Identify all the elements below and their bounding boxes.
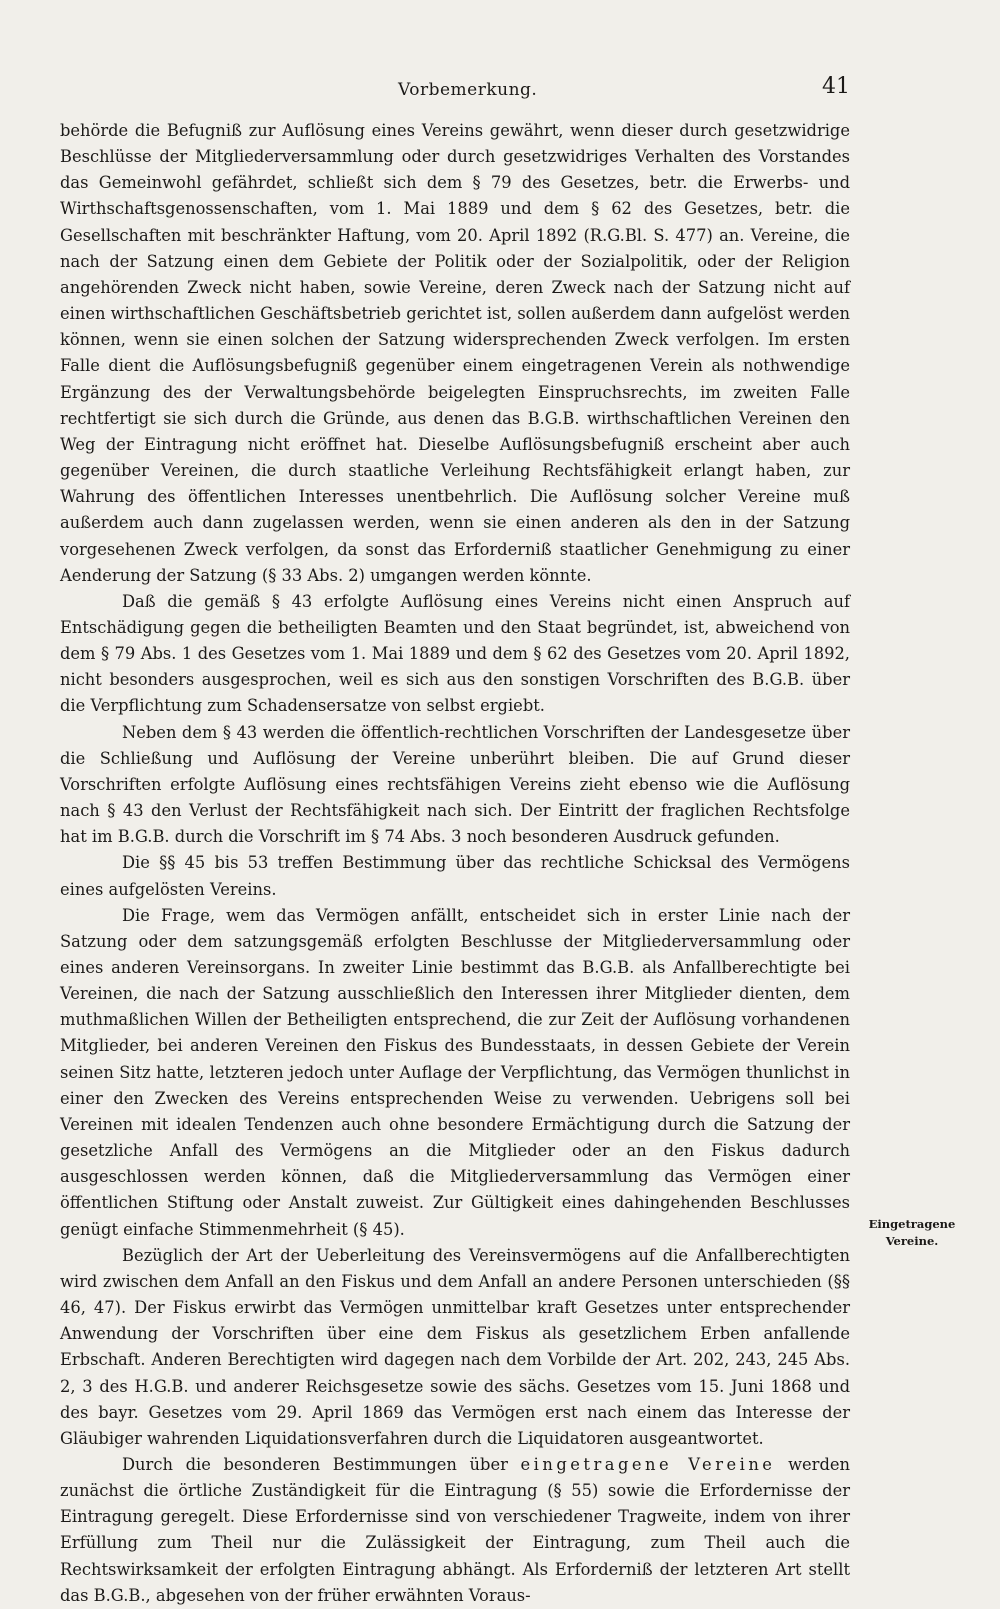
page-number: 41 <box>822 74 850 99</box>
body-text <box>60 118 850 1609</box>
paragraph: Daß die gemäß § 43 erfolgte Auflösung eines Vereins nicht einen Anspruch auf Entschädigung gegen die betheiligten Beamten und den Staat begründet, ist, abweichend von dem § 79 Abs. 1 des Gesetzes vom 1. Mai 1889 und dem § 62 des Gesetzes vom 20. April 1892, nicht besonders ausgesprochen, weil es sich aus den sonstigen Vorschriften des B.G.B. über die Verpflichtung zum Schadensersatze von selbst ergiebt. <box>60 591 850 716</box>
paragraph: Die Frage, wem das Vermögen anfällt, entscheidet sich in erster Linie nach der Satzung oder dem satzungsgemäß erfolgten Beschlusse der Mitgliederversammlung oder eines anderen Vereinsorgans. In zweiter Linie bestimmt das B.G.B. als Anfallberechtigte bei Vereinen, die nach der Satzung ausschließlich den Interessen ihrer Mitglieder dienten, dem muthmaßlichen Willen der Betheiligten entsprechend, die zur Zeit der Auflösung vorhandenen Mitglieder, bei anderen Vereinen den Fiskus des Bundesstaats, in dessen Gebiete der Verein seinen Sitz hatte, letzteren jedoch unter Auflage der Verpflichtung, das Vermögen thunlichst in einer den Zwecken des Vereins entsprechenden Weise zu verwenden. Uebrigens soll bei Vereinen mit idealen Tendenzen auch ohne besondere Ermächtigung durch die Satzung der gesetzliche Anfall des Vermögens an die Mitglieder oder an den Fiskus dadurch ausgeschlossen werden können, daß die Mitgliederversammlung das Vermögen einer öffentlichen Stiftung oder Anstalt zuweist. Zur Gültigkeit eines dahingehenden Beschlusses genügt einfache Stimmenmehrheit (§ 45). <box>60 905 850 1239</box>
margin-note: Eingetragene Vereine. <box>868 1217 956 1248</box>
paragraph-text: Durch die besonderen Bestimmungen über <box>122 1454 521 1474</box>
spaced-emphasis: eingetragene Vereine <box>520 1454 776 1474</box>
paragraph: Die §§ 45 bis 53 treffen Bestimmung über das rechtliche Schicksal des Vermögens eines aufgelösten Vereins. <box>60 853 850 899</box>
paragraph: Bezüglich der Art der Ueberleitung des Vereinsvermögens auf die Anfallberechtigten wird zwischen dem Anfall an den Fiskus und dem Anfall an andere Personen unterschieden (§§ 46, 47). Der Fiskus erwirbt das Vermögen unmittelbar kraft Gesetzes unter entsprechender Anwendung der Vorschriften über eine dem Fiskus als gesetzlichem Erben anfallende Erbschaft. Anderen Berechtigten wird dagegen nach dem Vorbilde der Art. 202, 243, 245 Abs. 2, 3 des H.G.B. und anderer Reichsgesetze sowie des sächs. Gesetzes vom 15. Juni 1868 und des bayr. Gesetzes vom 29. April 1869 das Vermögen erst nach einem das Interesse der Gläubiger wahrenden Liquidationsverfahren durch die Liquidatoren ausgeantwortet. <box>60 1245 850 1448</box>
running-head: Vorbemerkung. <box>398 80 538 100</box>
paragraph: Neben dem § 43 werden die öffentlich-rechtlichen Vorschriften der Landesgesetze über die Schließung und Auflösung der Vereine unberührt bleiben. Die auf Grund dieser Vorschriften erfolgte Auflösung eines rechtsfähigen Vereins zieht ebenso wie die Auflösung nach § 43 den Verlust der Rechtsfähigkeit nach sich. Der Eintritt der fraglichen Rechtsfolge hat im B.G.B. durch die Vorschrift im § 74 Abs. 3 noch besonderen Ausdruck gefunden. <box>60 722 850 847</box>
paragraph-eingetragene-vereine <box>60 1452 850 1609</box>
paragraph-text: werden zunächst die örtliche Zuständigkeit für die Eintragung (§ 55) sowie die Erfordernisse der Eintragung geregelt. Diese Erfordernisse sind von verschiedener Tragweite, indem von ihrer Erfüllung zum Theil nur die Zulässigkeit der Eintragung, zum Theil auch die Rechtswirksamkeit der erfolgten Eintragung abhängt. Als Erforderniß der letzteren Art stellt das B.G.B., abgesehen von der früher erwähnten Voraus- <box>60 1454 851 1605</box>
paragraph-continued: behörde die Befugniß zur Auflösung eines Vereins gewährt, wenn dieser durch gesetzwidrige Beschlüsse der Mitgliederversammlung oder durch gesetzwidriges Verhalten des Vorstandes das Gemeinwohl gefährdet, schließt sich dem § 79 des Gesetzes, betr. die Erwerbs- und Wirthschaftsgenossenschaften, vom 1. Mai 1889 und dem § 62 des Gesetzes, betr. die Gesellschaften mit beschränkter Haftung, vom 20. April 1892 (R.G.Bl. S. 477) an. Vereine, die nach der Satzung einen dem Gebiete der Politik oder der Sozialpolitik, oder der Religion angehörenden Zweck nicht haben, sowie Vereine, deren Zweck nach der Satzung nicht auf einen wirthschaftlichen Geschäftsbetrieb gerichtet ist, sollen außerdem dann aufgelöst werden können, wenn sie einen solchen der Satzung widersprechenden Zweck verfolgen. Im ersten Falle dient die Auflösungsbefugniß gegenüber einem eingetragenen Verein als nothwendige Ergänzung des der Verwaltungsbehörde beigelegten Einspruchsrechts, im zweiten Falle rechtfertigt sie sich durch die Gründe, aus denen das B.G.B. wirthschaftlichen Vereinen den Weg der Eintragung nicht eröffnet hat. Dieselbe Auflösungsbefugniß erscheint aber auch gegenüber Vereinen, die durch staatliche Verleihung Rechtsfähigkeit erlangt haben, zur Wahrung des öffentlichen Interesses unentbehrlich. Die Auflösung solcher Vereine muß außerdem auch dann zugelassen werden, wenn sie einen anderen als den in der Satzung vorgesehenen Zweck verfolgen, da sonst das Erforderniß staatlicher Genehmigung zu einer Aenderung der Satzung (§ 33 Abs. 2) umgangen werden könnte. <box>60 121 850 585</box>
page-header <box>60 74 850 104</box>
